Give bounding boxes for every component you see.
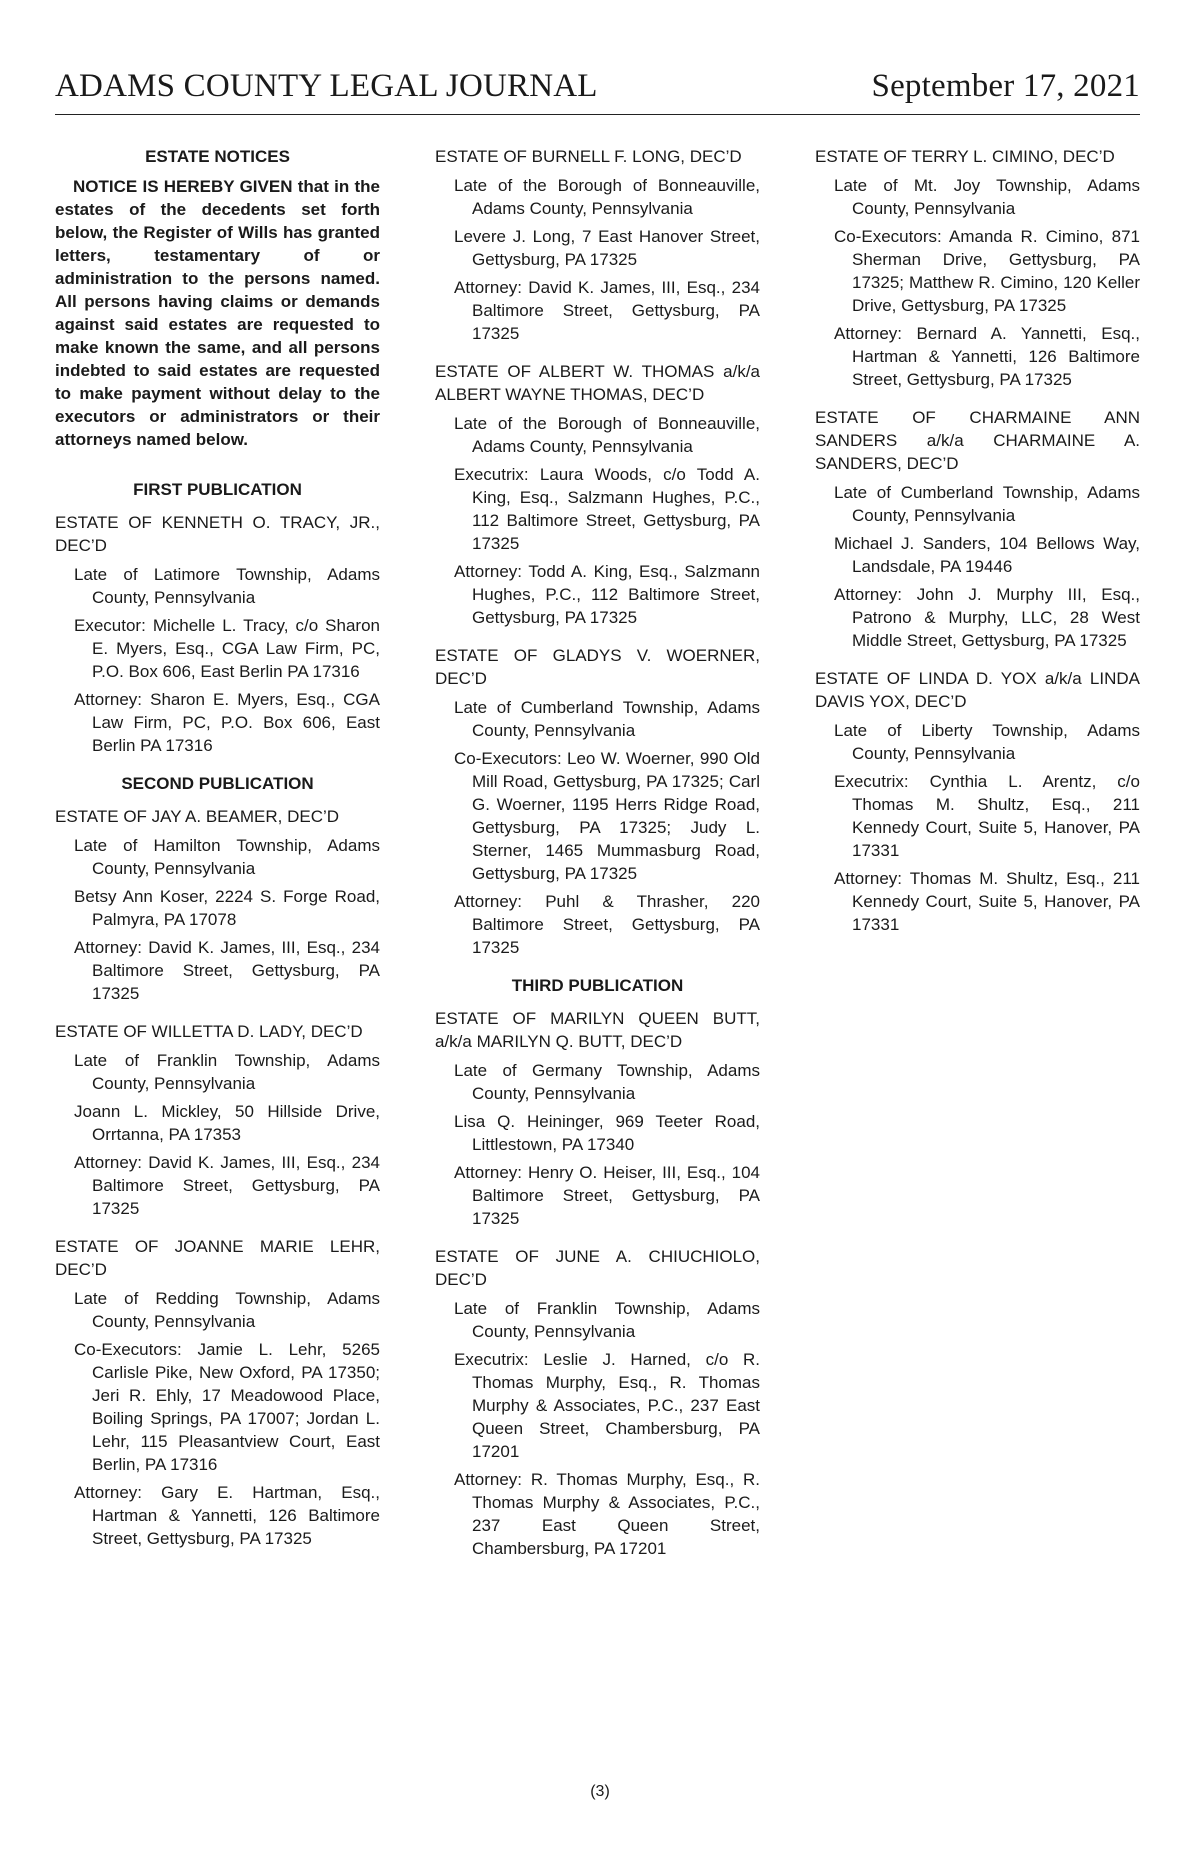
estate-attorney: Attorney: John J. Murphy III, Esq., Patrono & Murphy, LLC, 28 West Middle Street, Gettysburg, PA 17325 — [834, 585, 1140, 650]
estate-representative: Co-Executors: Jamie L. Lehr, 5265 Carlisle Pike, New Oxford, PA 17350; Jeri R. Ehly, 17 Meadowood Place, Boiling Springs, PA 17007; Jordan L. Lehr, 115 Pleasantview Court, East Berlin, PA 17316 — [74, 1340, 380, 1474]
estate-representative: Co-Executors: Amanda R. Cimino, 871 Sherman Drive, Gettysburg, PA 17325; Matthew R. Cimino, 120 Keller Drive, Gettysburg, PA 17325 — [834, 227, 1140, 315]
estate-title: ESTATE OF WILLETTA D. LADY, DEC’D — [55, 1022, 363, 1041]
estate-notice — [55, 1235, 380, 1550]
third-publication-heading: THIRD PUBLICATION — [511, 976, 684, 995]
section-title: ESTATE NOTICES — [145, 147, 290, 166]
estate-representative: Michael J. Sanders, 104 Bellows Way, Landsdale, PA 19446 — [834, 534, 1140, 576]
column-3 — [815, 145, 1140, 951]
estate-title: ESTATE OF JOANNE MARIE LEHR, DEC’D — [55, 1237, 380, 1279]
estate-representative: Executrix: Cynthia L. Arentz, c/o Thomas M. Shultz, Esq., 211 Kennedy Court, Suite 5, Hanover, PA 17331 — [834, 772, 1140, 860]
estate-residence: Late of Germany Township, Adams County, Pennsylvania — [454, 1061, 760, 1103]
estate-notice — [55, 1020, 380, 1220]
estate-representative: Executor: Michelle L. Tracy, c/o Sharon E. Myers, Esq., CGA Law Firm, PC, P.O. Box 606, East Berlin PA 17316 — [74, 616, 380, 681]
estate-attorney: Attorney: Gary E. Hartman, Esq., Hartman & Yannetti, 126 Baltimore Street, Gettysburg, PA 17325 — [74, 1483, 380, 1548]
estate-residence: Late of the Borough of Bonneauville, Adams County, Pennsylvania — [454, 414, 760, 456]
column-1 — [55, 145, 380, 1565]
estate-attorney: Attorney: R. Thomas Murphy, Esq., R. Thomas Murphy & Associates, P.C., 237 East Queen Street, Chambersburg, PA 17201 — [454, 1470, 760, 1558]
estate-notice — [55, 511, 380, 757]
page-header — [55, 62, 1140, 115]
estate-residence: Late of Franklin Township, Adams County, Pennsylvania — [74, 1051, 380, 1093]
estate-title: ESTATE OF GLADYS V. WOERNER, DEC’D — [435, 646, 760, 688]
estate-residence: Late of Latimore Township, Adams County, Pennsylvania — [74, 565, 380, 607]
estate-representative: Co-Executors: Leo W. Woerner, 990 Old Mill Road, Gettysburg, PA 17325; Carl G. Woerner, 1195 Herrs Ridge Road, Gettysburg, PA 17325; Judy L. Sterner, 1465 Mummasburg Road, Gettysburg, PA 17325 — [454, 749, 760, 883]
estate-notice — [435, 644, 760, 959]
estate-residence: Late of Franklin Township, Adams County, Pennsylvania — [454, 1299, 760, 1341]
estate-notice — [815, 145, 1140, 391]
estate-notice — [435, 1007, 760, 1230]
estate-attorney: Attorney: Puhl & Thrasher, 220 Baltimore Street, Gettysburg, PA 17325 — [454, 892, 760, 957]
estate-notice — [435, 360, 760, 629]
estate-attorney: Attorney: Todd A. King, Esq., Salzmann Hughes, P.C., 112 Baltimore Street, Gettysburg, PA 17325 — [454, 562, 760, 627]
estate-attorney: Attorney: Thomas M. Shultz, Esq., 211 Kennedy Court, Suite 5, Hanover, PA 17331 — [834, 869, 1140, 934]
estate-notice — [815, 406, 1140, 652]
estate-residence: Late of the Borough of Bonneauville, Adams County, Pennsylvania — [454, 176, 760, 218]
estate-representative: Joann L. Mickley, 50 Hillside Drive, Orrtanna, PA 17353 — [74, 1102, 380, 1144]
estate-title: ESTATE OF MARILYN QUEEN BUTT, a/k/a MARILYN Q. BUTT, DEC’D — [435, 1009, 760, 1051]
estate-title: ESTATE OF BURNELL F. LONG, DEC’D — [435, 147, 742, 166]
estate-representative: Lisa Q. Heininger, 969 Teeter Road, Littlestown, PA 17340 — [454, 1112, 760, 1154]
estate-residence: Late of Redding Township, Adams County, Pennsylvania — [74, 1289, 380, 1331]
estate-title: ESTATE OF JAY A. BEAMER, DEC’D — [55, 807, 340, 826]
estate-representative: Levere J. Long, 7 East Hanover Street, Gettysburg, PA 17325 — [454, 227, 760, 269]
estate-attorney: Attorney: Sharon E. Myers, Esq., CGA Law Firm, PC, P.O. Box 606, East Berlin PA 17316 — [74, 690, 380, 755]
estate-residence: Late of Cumberland Township, Adams County, Pennsylvania — [834, 483, 1140, 525]
issue-date: September 17, 2021 — [871, 68, 1140, 104]
estate-residence: Late of Cumberland Township, Adams County, Pennsylvania — [454, 698, 760, 740]
estate-title: ESTATE OF JUNE A. CHIUCHIOLO, DEC’D — [435, 1247, 760, 1289]
estate-title: ESTATE OF TERRY L. CIMINO, DEC’D — [815, 147, 1115, 166]
estate-attorney: Attorney: David K. James, III, Esq., 234 Baltimore Street, Gettysburg, PA 17325 — [74, 1153, 380, 1218]
estate-representative: Executrix: Leslie J. Harned, c/o R. Thomas Murphy, Esq., R. Thomas Murphy & Associates, P.C., 237 East Queen Street, Chambersburg, PA 17201 — [454, 1350, 760, 1461]
estate-residence: Late of Liberty Township, Adams County, Pennsylvania — [834, 721, 1140, 763]
estate-representative: Executrix: Laura Woods, c/o Todd A. King, Esq., Salzmann Hughes, P.C., 112 Baltimore Street, Gettysburg, PA 17325 — [454, 465, 760, 553]
estate-residence: Late of Hamilton Township, Adams County, Pennsylvania — [74, 836, 380, 878]
journal-title: ADAMS COUNTY LEGAL JOURNAL — [55, 68, 598, 104]
first-publication-heading: FIRST PUBLICATION — [133, 480, 302, 499]
estate-attorney: Attorney: Bernard A. Yannetti, Esq., Hartman & Yannetti, 126 Baltimore Street, Gettysburg, PA 17325 — [834, 324, 1140, 389]
second-publication-heading: SECOND PUBLICATION — [121, 774, 314, 793]
estate-representative: Betsy Ann Koser, 2224 S. Forge Road, Palmyra, PA 17078 — [74, 887, 380, 929]
estate-title: ESTATE OF ALBERT W. THOMAS a/k/a ALBERT WAYNE THOMAS, DEC’D — [435, 362, 760, 404]
estate-attorney: Attorney: David K. James, III, Esq., 234 Baltimore Street, Gettysburg, PA 17325 — [74, 938, 380, 1003]
notice-intro: NOTICE IS HEREBY GIVEN that in the estates of the decedents set forth below, the Register of Wills has granted letters, testamentary of or administration to the persons named. All persons having claims or demands against said estates are requested to make known the same, and all persons indebted to said estates are requested to make payment without delay to the executors or administrators or their attorneys named below. — [55, 177, 380, 449]
estate-attorney: Attorney: David K. James, III, Esq., 234 Baltimore Street, Gettysburg, PA 17325 — [454, 278, 760, 343]
column-2 — [435, 145, 760, 1575]
estate-attorney: Attorney: Henry O. Heiser, III, Esq., 104 Baltimore Street, Gettysburg, PA 17325 — [454, 1163, 760, 1228]
page-number: (3) — [590, 1783, 610, 1800]
estate-title: ESTATE OF CHARMAINE ANN SANDERS a/k/a CHARMAINE A. SANDERS, DEC’D — [815, 408, 1140, 473]
estate-residence: Late of Mt. Joy Township, Adams County, Pennsylvania — [834, 176, 1140, 218]
estate-notice — [55, 805, 380, 1005]
estate-notice — [815, 667, 1140, 936]
estate-title: ESTATE OF KENNETH O. TRACY, JR., DEC’D — [55, 513, 380, 555]
estate-title: ESTATE OF LINDA D. YOX a/k/a LINDA DAVIS YOX, DEC’D — [815, 669, 1140, 711]
estate-notice — [435, 1245, 760, 1560]
estate-notice — [435, 145, 760, 345]
